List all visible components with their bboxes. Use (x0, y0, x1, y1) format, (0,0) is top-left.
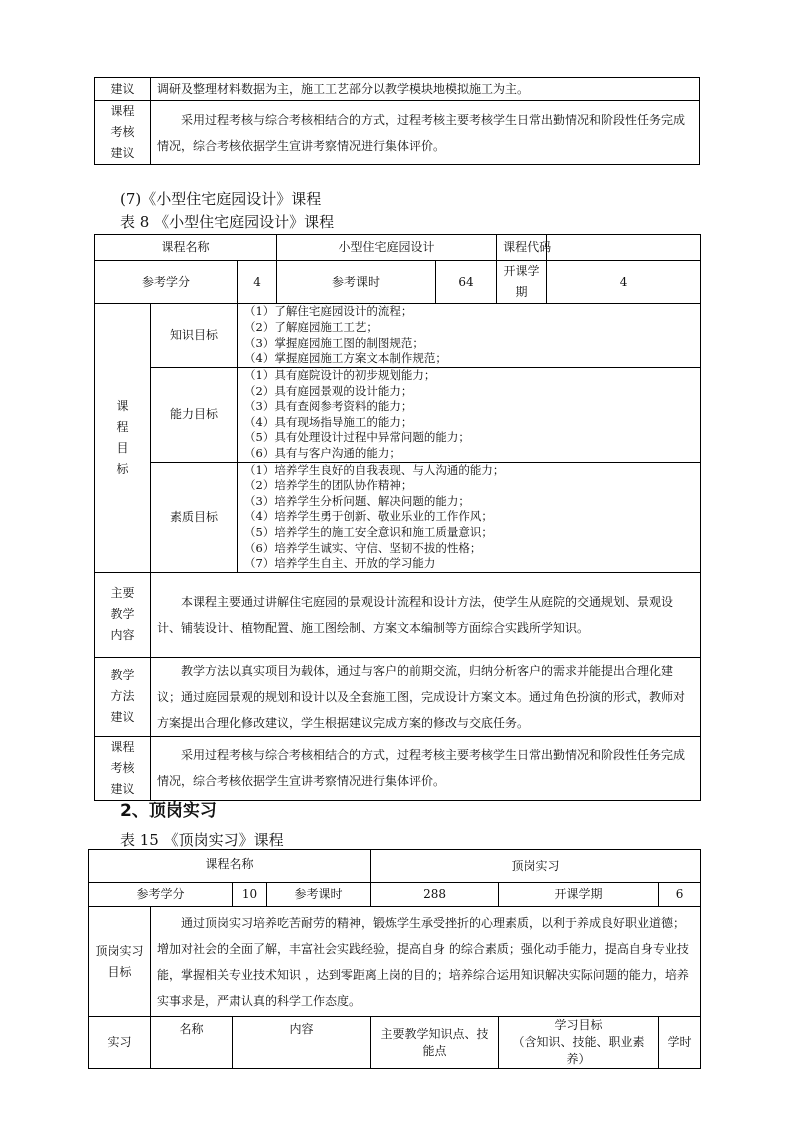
term-value: 4 (547, 261, 701, 304)
table-15 (88, 849, 701, 1069)
course-assessment-text: 采用过程考核与综合考核相结合的方式，过程考核主要考核学生日常出勤情况和阶段性任务完成情况，综合考核依据学生宣讲考察情况进行集体评价。 (151, 736, 701, 800)
t15-term-value: 6 (659, 883, 701, 907)
table-15-caption: 表 15 《顶岗实习》课程 (120, 831, 284, 849)
suggestion-label: 建议 (95, 78, 151, 101)
term-label: 开课学期 (497, 261, 547, 304)
course-name-label: 课程名称 (95, 235, 277, 261)
knowledge-goals-label: 知识目标 (151, 304, 238, 368)
assessment-label: 课程 考核 建议 (95, 101, 151, 165)
header-name: 名称 (151, 1017, 233, 1069)
table-8 (94, 234, 701, 801)
internship-goal-label: 顶岗实习 目标 (89, 907, 151, 1017)
table-8-caption: 表 8 《小型住宅庭园设计》课程 (120, 213, 335, 231)
main-content-text: 本课程主要通过讲解住宅庭园的景观设计流程和设计方法，使学生从庭院的交通规划、景观设计、铺装设计、植物配置、施工图绘制、方案文本编制等方面综合实践所学知识。 (151, 572, 701, 657)
assessment-text: 采用过程考核与综合考核相结合的方式，过程考核主要考核学生日常出勤情况和阶段性任务完成情况，综合考核依据学生宣讲考察情况进行集体评价。 (151, 101, 700, 165)
teaching-method-text: 教学方法以真实项目为载体，通过与客户的前期交流，归纳分析客户的需求并能提出合理化建议；通过庭园景观的规划和设计以及全套施工图，完成设计方案文本。通过角色扮演的形式，教师对方案提出合理化修改建议，学生根据建议完成方案的修改与交底任务。 (151, 657, 701, 736)
knowledge-goals-list: （1）了解住宅庭园设计的流程； （2）了解庭园施工工艺； （3）掌握庭园施工图的制图规范； （4）掌握庭园施工方案文本制作规范； (238, 304, 701, 368)
header-content: 内容 (233, 1017, 371, 1069)
t15-hours-value: 288 (371, 883, 499, 907)
t15-credit-label: 参考学分 (89, 883, 233, 907)
header-knowledge-points: 主要教学知识点、技能点 (371, 1017, 499, 1069)
t15-term-label: 开课学期 (499, 883, 659, 907)
header-learning-goals: 学习目标 （含知识、技能、职业素养） (499, 1017, 659, 1069)
t15-credit-value: 10 (233, 883, 267, 907)
header-internship: 实习 (89, 1017, 151, 1069)
course-goals-label: 课 程 目 标 (95, 304, 151, 573)
t15-hours-label: 参考课时 (267, 883, 371, 907)
t15-course-name-label: 课程名称 (89, 850, 371, 883)
teaching-method-label: 教学 方法 建议 (95, 657, 151, 736)
course-name-value: 小型住宅庭园设计 (277, 235, 497, 261)
previous-course-table (94, 77, 700, 165)
course-code-value (547, 235, 701, 261)
credit-label: 参考学分 (95, 261, 238, 304)
suggestion-text: 调研及整理材料数据为主，施工工艺部分以教学模块地模拟施工为主。 (151, 78, 700, 101)
internship-goal-text: 通过顶岗实习培养吃苦耐劳的精神，锻炼学生承受挫折的心理素质，以利于养成良好职业道德；增加对社会的全面了解，丰富社会实践经验，提高自身 的综合素质；强化动手能力，提高自身专业技能，掌握相关专业技术知识 ，达到零距离上岗的目的；培养综合运用知识解决实际问题的能力，培养实事求是，严肃认真的科学工作态度。 (151, 907, 701, 1017)
t15-course-name-value: 顶岗实习 (371, 850, 701, 883)
header-hours: 学时 (659, 1017, 701, 1069)
credit-value: 4 (238, 261, 277, 304)
hours-label: 参考课时 (277, 261, 436, 304)
quality-goals-label: 素质目标 (151, 462, 238, 572)
course-code-label: 课程代码 (497, 235, 547, 261)
ability-goals-list: （1）具有庭院设计的初步规划能力； （2）具有庭园景观的设计能力； （3）具有查阅参考资料的能力； （4）具有现场指导施工的能力； （5）具有处理设计过程中异常问题的能力； （6）具有与客户沟通的能力； (238, 368, 701, 463)
section-2-heading: 2、顶岗实习 (120, 801, 217, 821)
section-7-heading: (7)《小型住宅庭园设计》课程 (120, 190, 322, 208)
main-content-label: 主要 教学 内容 (95, 572, 151, 657)
course-assessment-label: 课程 考核 建议 (95, 736, 151, 800)
ability-goals-label: 能力目标 (151, 368, 238, 463)
hours-value: 64 (436, 261, 497, 304)
quality-goals-list: （1）培养学生良好的自我表现、与人沟通的能力； （2）培养学生的团队协作精神； （3）培养学生分析问题、解决问题的能力； （4）培养学生勇于创新、敬业乐业的工作作风； （5）培养学生的施工安全意识和施工质量意识； （6）培养学生诚实、守信、坚韧不拔的性格； （7）培养学生自主、开放的学习能力 (238, 462, 701, 572)
